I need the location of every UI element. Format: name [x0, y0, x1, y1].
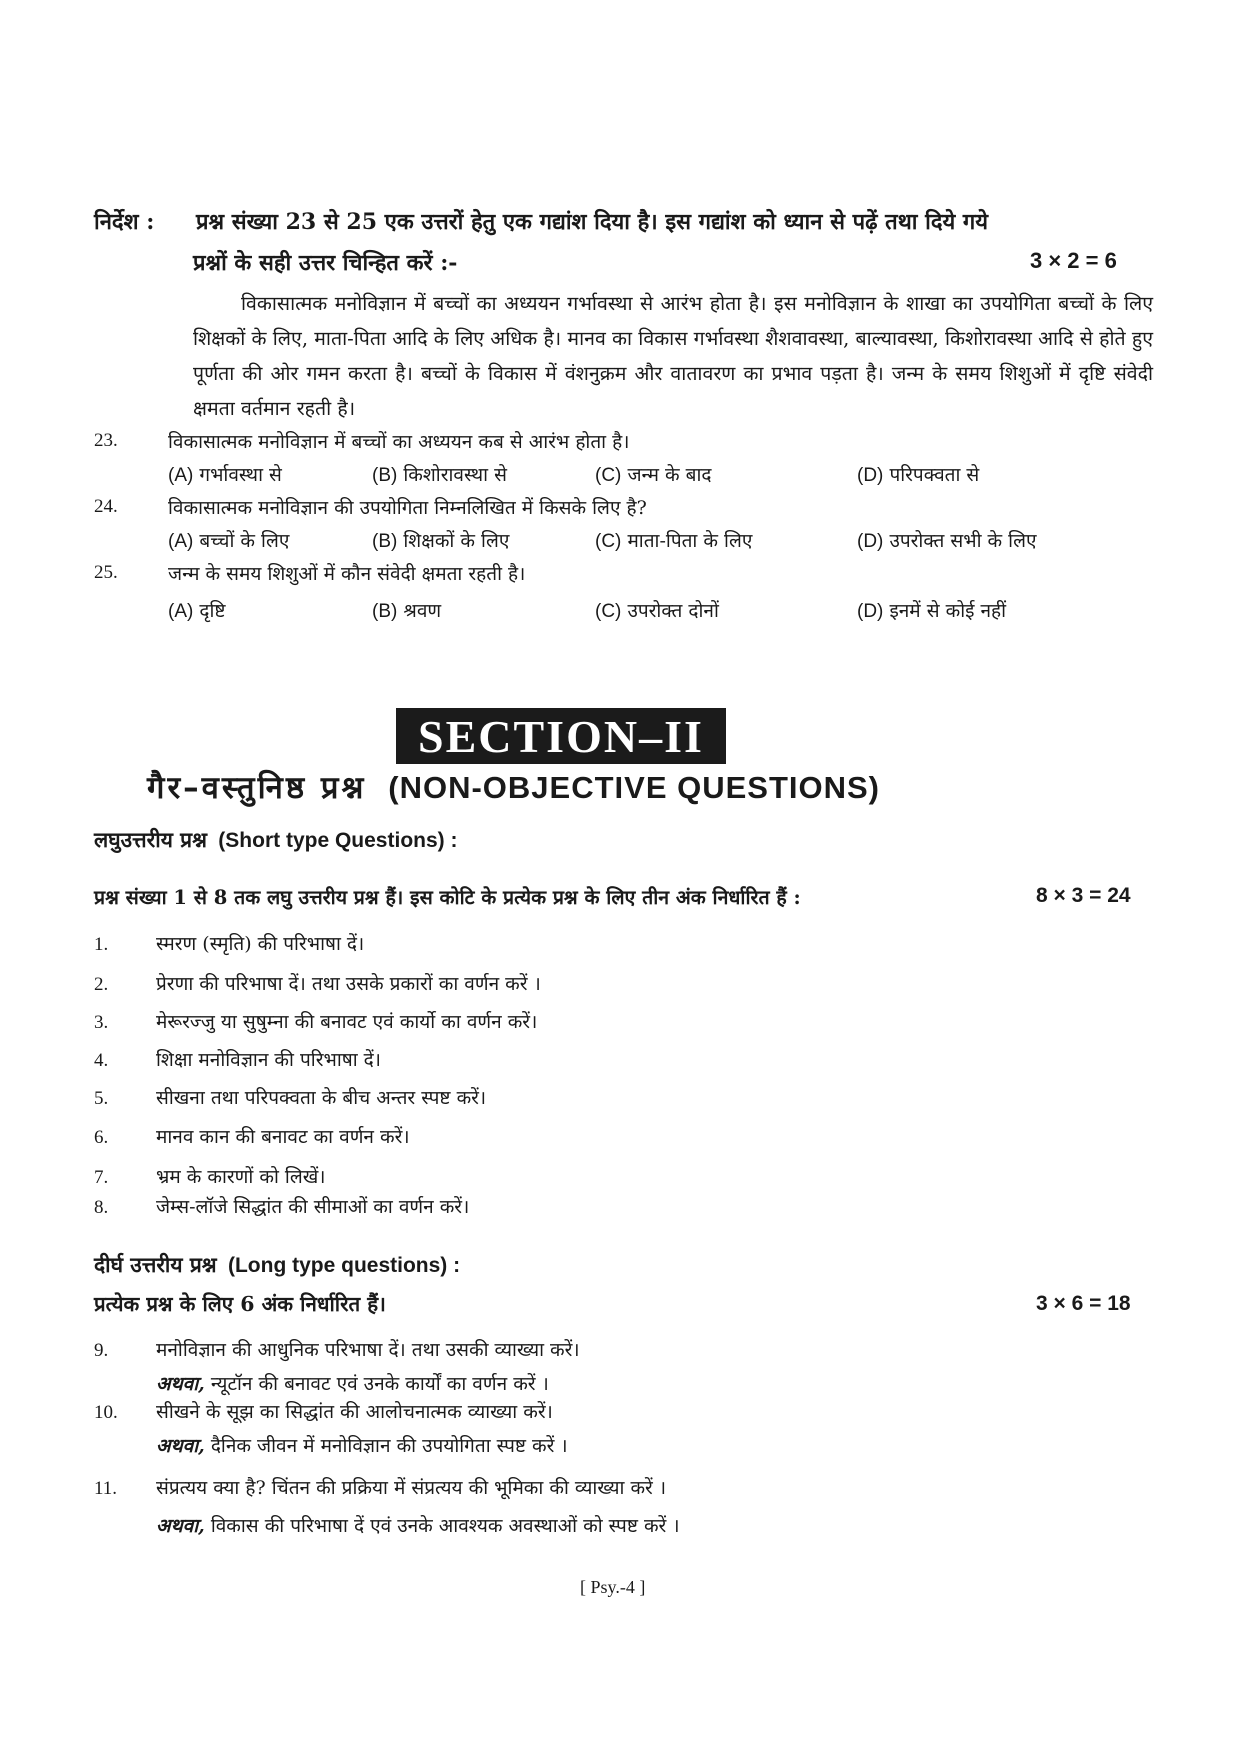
mcq-question: विकासात्मक मनोविज्ञान की उपयोगिता निम्नलिखित में किसके लिए है? [168, 497, 647, 519]
short-item-number: 4. [94, 1050, 109, 1071]
short-item-text: मेरूरज्जु या सुषुम्ना की बनावट एवं कार्यो का वर्णन करें। [156, 1011, 538, 1033]
long-item-text: मनोविज्ञान की आधुनिक परिभाषा दें। तथा उसकी व्याख्या करें। [156, 1339, 580, 1361]
mcq-question: जन्म के समय शिशुओं में कौन संवेदी क्षमता रहती है। [168, 563, 526, 585]
short-item-number: 8. [94, 1197, 109, 1218]
mcq-option: (B) शिक्षकों के लिए [372, 530, 510, 552]
mcq-option: (A) दृष्टि [168, 600, 226, 622]
long-item-text: सीखने के सूझ का सिद्धांत की आलोचनात्मक व्याख्या करें। [156, 1401, 553, 1423]
mcq-option: (D) उपरोक्त सभी के लिए [857, 530, 1037, 552]
short-item-text: मानव कान की बनावट का वर्णन करें। [156, 1126, 410, 1148]
short-item-text: प्रेरणा की परिभाषा दें। तथा उसके प्रकारों का वर्णन करें । [156, 973, 541, 995]
mcq-option: (B) किशोरावस्था से [372, 464, 507, 486]
directions-label: निर्देश : [94, 209, 155, 235]
short-item-number: 3. [94, 1012, 109, 1033]
mcq-option: (C) जन्म के बाद [595, 464, 712, 486]
mcq-number: 25. [94, 562, 118, 583]
section-subtitle-english: (NON-OBJECTIVE QUESTIONS) [388, 770, 881, 805]
long-item-text: संप्रत्यय क्या है? चिंतन की प्रक्रिया में संप्रत्यय की भूमिका की व्याख्या करें । [156, 1477, 667, 1499]
long-heading: दीर्घ उत्तरीय प्रश्न (Long type questions) : [94, 1252, 461, 1277]
long-item-alternative: अथवा, न्यूटॉन की बनावट एवं उनके कार्यों का वर्णन करें । [156, 1373, 549, 1395]
section-subtitle-hindi: गैर–वस्तुनिष्ठ प्रश्न [147, 770, 367, 806]
mcq-question: विकासात्मक मनोविज्ञान में बच्चों का अध्ययन कब से आरंभ होता है। [168, 431, 630, 453]
long-item-number: 9. [94, 1340, 109, 1361]
section-subtitle [147, 766, 880, 808]
short-item-number: 2. [94, 974, 109, 995]
long-instruction: प्रत्येक प्रश्न के लिए 6 अंक निर्धारित हैं। [94, 1292, 386, 1316]
section-title: SECTION–II [396, 708, 726, 764]
page-footer: [ Psy.-4 ] [580, 1577, 646, 1597]
mcq-option: (A) गर्भावस्था से [168, 464, 282, 486]
long-item-number: 10. [94, 1402, 118, 1423]
mcq-number: 23. [94, 430, 118, 451]
short-item-text: शिक्षा मनोविज्ञान की परिभाषा दें। [156, 1049, 381, 1071]
short-item-text: भ्रम के कारणों को लिखें। [156, 1166, 326, 1188]
mcq-option: (D) परिपक्वता से [857, 464, 980, 486]
short-heading: लघुउत्तरीय प्रश्न (Short type Questions) : [94, 827, 458, 852]
mcq-option: (A) बच्चों के लिए [168, 530, 290, 552]
short-item-number: 5. [94, 1088, 109, 1109]
short-item-text: सीखना तथा परिपक्वता के बीच अन्तर स्पष्ट करें। [156, 1087, 487, 1109]
short-item-number: 1. [94, 934, 109, 955]
directions-line-1: प्रश्न संख्या 23 से 25 एक उत्तरों हेतु एक गद्यांश दिया है। इस गद्यांश को ध्यान से पढ़ें तथा दिये गये [196, 209, 989, 235]
short-instruction: प्रश्न संख्या 1 से 8 तक लघु उत्तरीय प्रश्न हैं। इस कोटि के प्रत्येक प्रश्न के लिए तीन अंक निर्धारित हैं : [94, 886, 801, 909]
short-item-number: 6. [94, 1127, 109, 1148]
short-item-text: स्मरण (स्मृति) की परिभाषा दें। [156, 933, 365, 955]
mcq-option: (B) श्रवण [372, 600, 442, 622]
long-marks: 3 × 6 = 18 [1036, 1292, 1131, 1315]
long-item-number: 11. [94, 1478, 118, 1499]
short-item-text: जेम्स-लॉजे सिद्धांत की सीमाओं का वर्णन करें। [156, 1196, 470, 1218]
long-item-alternative: अथवा, विकास की परिभाषा दें एवं उनके आवश्यक अवस्थाओं को स्पष्ट करें । [156, 1515, 680, 1537]
mcq-option: (C) माता-पिता के लिए [595, 530, 753, 552]
short-item-number: 7. [94, 1167, 109, 1188]
directions-line-2: प्रश्नों के सही उत्तर चिन्हित करें :- [193, 250, 458, 276]
short-marks: 8 × 3 = 24 [1036, 884, 1131, 907]
long-item-alternative: अथवा, दैनिक जीवन में मनोविज्ञान की उपयोगिता स्पष्ट करें । [156, 1435, 568, 1457]
directions-marks: 3 × 2 = 6 [1030, 248, 1117, 273]
mcq-number: 24. [94, 496, 118, 517]
mcq-option: (D) इनमें से कोई नहीं [857, 600, 1007, 622]
passage: विकासात्मक मनोविज्ञान में बच्चों का अध्ययन गर्भावस्था से आरंभ होता है। इस मनोविज्ञान के शाखा का उपयोगिता बच्चों के लिए शिक्षकों के लिए, माता-पिता आदि के लिए अधिक है। मानव का विकास गर्भावस्था शैशवावस्था, बाल्यावस्था, किशोरावस्था आदि से होते हुए पूर्णता की ओर गमन करता है। बच्चों के विकास में वंशनुक्रम और वातावरण का प्रभाव पड़ता है। जन्म के समय शिशुओं में दृष्टि संवेदी क्षमता वर्तमान रहती है। [193, 292, 1153, 420]
mcq-option: (C) उपरोक्त दोनों [595, 600, 719, 622]
